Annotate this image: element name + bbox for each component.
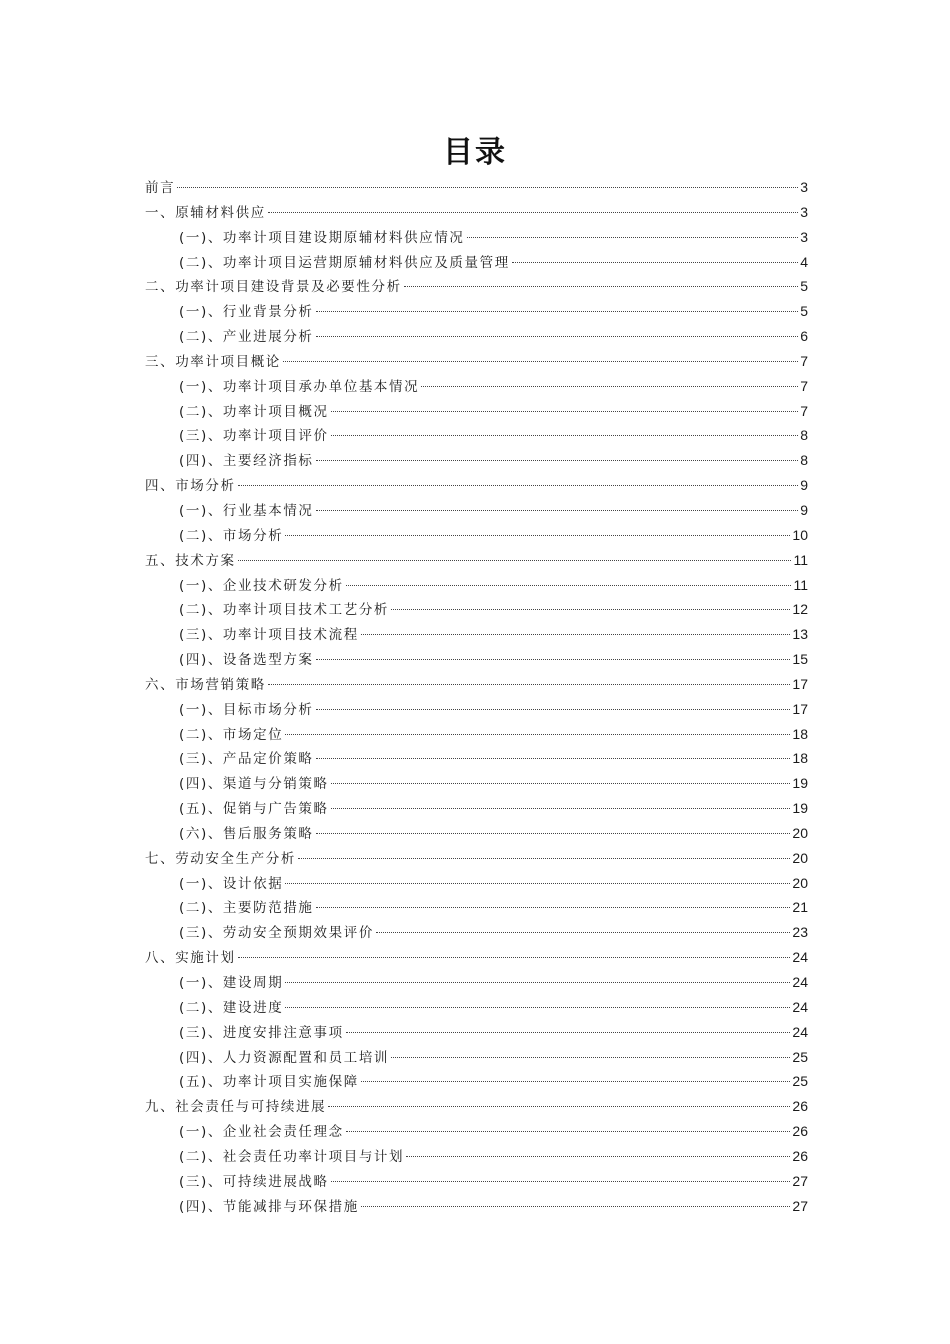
toc-page-number: 18 xyxy=(792,750,808,767)
toc-subentry[interactable] xyxy=(145,647,808,672)
toc-page-number: 20 xyxy=(792,824,808,841)
toc-entry[interactable] xyxy=(145,1094,808,1119)
toc-entry-label: (五)、功率计项目实施保障 xyxy=(179,1074,359,1091)
toc-subentry[interactable] xyxy=(145,448,808,473)
dot-leader xyxy=(467,237,799,238)
toc-page-number: 24 xyxy=(792,998,808,1015)
toc-entry-label: (三)、功率计项目评价 xyxy=(179,428,329,445)
dot-leader xyxy=(238,560,792,561)
toc-entry-label: (一)、设计依据 xyxy=(179,875,284,892)
toc-entry-label: 三、功率计项目概论 xyxy=(145,353,281,370)
dot-leader xyxy=(177,187,798,188)
dot-leader xyxy=(238,485,799,486)
toc-entry-label: (三)、进度安排注意事项 xyxy=(179,1024,344,1041)
toc-entry-label: 八、实施计划 xyxy=(145,950,236,967)
toc-subentry[interactable] xyxy=(145,299,808,324)
dot-leader xyxy=(376,932,790,933)
toc-entry-label: 前言 xyxy=(145,180,176,196)
dot-leader xyxy=(316,336,799,337)
toc-page-number: 19 xyxy=(792,775,808,792)
toc-page-number: 10 xyxy=(792,526,808,543)
toc-page-number: 9 xyxy=(800,477,808,494)
toc-entry-label: (一)、功率计项目承办单位基本情况 xyxy=(179,378,420,395)
toc-entry-label: (二)、功率计项目概况 xyxy=(179,403,329,420)
toc-subentry[interactable] xyxy=(145,1144,808,1169)
toc-subentry[interactable] xyxy=(145,1119,808,1144)
toc-entry-label: (三)、功率计项目技术流程 xyxy=(179,627,359,644)
toc-page-number: 20 xyxy=(792,849,808,866)
toc-subentry[interactable] xyxy=(145,225,808,250)
toc-entry[interactable] xyxy=(145,945,808,970)
toc-page-number: 11 xyxy=(793,551,808,568)
dot-leader xyxy=(316,311,799,312)
toc-entry-label: (一)、企业社会责任理念 xyxy=(179,1124,344,1141)
toc-subentry[interactable] xyxy=(145,523,808,548)
toc-page-number: 25 xyxy=(792,1048,808,1065)
dot-leader xyxy=(328,1106,790,1107)
toc-subentry[interactable] xyxy=(145,622,808,647)
toc-subentry[interactable] xyxy=(145,399,808,424)
dot-leader xyxy=(361,1206,791,1207)
toc-entry-label: (三)、劳动安全预期效果评价 xyxy=(179,925,374,942)
toc-page-number: 9 xyxy=(800,501,808,518)
toc-entry-label: 六、市场营销策略 xyxy=(145,676,266,693)
toc-page-number: 27 xyxy=(792,1172,808,1189)
toc-entry-label: 七、劳动安全生产分析 xyxy=(145,850,296,867)
toc-subentry[interactable] xyxy=(145,771,808,796)
toc-page-number: 3 xyxy=(800,179,808,195)
toc-entry-label: 一、原辅材料供应 xyxy=(145,204,266,221)
dot-leader xyxy=(331,808,791,809)
toc-entry[interactable] xyxy=(145,846,808,871)
dot-leader xyxy=(316,907,791,908)
toc-entry[interactable] xyxy=(145,274,808,299)
toc-entry-label: (四)、节能减排与环保措施 xyxy=(179,1198,359,1215)
toc-subentry[interactable] xyxy=(145,1194,808,1219)
dot-leader xyxy=(316,758,791,759)
toc-title: 目录 xyxy=(443,135,507,170)
dot-leader xyxy=(404,286,799,287)
dot-leader xyxy=(406,1156,790,1157)
toc-page-number: 27 xyxy=(792,1197,808,1214)
dot-leader xyxy=(512,262,798,263)
toc-page-number: 24 xyxy=(792,1023,808,1040)
toc-page-number: 8 xyxy=(800,452,808,469)
toc-entry-label: 五、技术方案 xyxy=(145,552,236,569)
toc-subentry[interactable] xyxy=(145,920,808,945)
toc-subentry[interactable] xyxy=(145,970,808,995)
dot-leader xyxy=(268,684,791,685)
dot-leader xyxy=(316,659,791,660)
toc-page-number: 13 xyxy=(792,626,808,643)
toc-page-number: 19 xyxy=(792,800,808,817)
toc-entry[interactable] xyxy=(145,473,808,498)
toc-subentry[interactable] xyxy=(145,498,808,523)
toc-subentry[interactable] xyxy=(145,995,808,1020)
toc-entry-label: (二)、社会责任功率计项目与计划 xyxy=(179,1148,405,1165)
dot-leader xyxy=(331,783,791,784)
dot-leader xyxy=(268,212,798,213)
toc-page-number: 6 xyxy=(800,328,808,345)
toc-page-number: 15 xyxy=(792,651,808,668)
toc-subentry[interactable] xyxy=(145,1069,808,1094)
dot-leader xyxy=(316,709,791,710)
toc-page-number: 25 xyxy=(792,1073,808,1090)
toc-entry-label: (三)、可持续进展战略 xyxy=(179,1173,329,1190)
toc-entry-label: (二)、产业进展分析 xyxy=(179,329,314,346)
toc-entry-label: (一)、功率计项目建设期原辅材料供应情况 xyxy=(179,229,465,246)
toc-page-number: 24 xyxy=(792,974,808,990)
toc-entry-label: (二)、市场分析 xyxy=(179,527,284,544)
toc-subentry[interactable] xyxy=(145,697,808,722)
dot-leader xyxy=(361,1081,791,1082)
dot-leader xyxy=(316,460,799,461)
toc-page-number: 26 xyxy=(792,1098,808,1115)
toc-entry-label: 二、功率计项目建设背景及必要性分析 xyxy=(145,279,402,296)
toc-page-number: 4 xyxy=(800,253,808,270)
toc-page-number: 7 xyxy=(800,352,808,369)
toc-entry[interactable] xyxy=(145,349,808,374)
toc-page-number: 8 xyxy=(800,427,808,444)
dot-leader xyxy=(331,1181,791,1182)
toc-entry[interactable] xyxy=(145,175,808,200)
toc-page-number: 7 xyxy=(800,402,808,419)
toc-entry-label: (二)、建设进度 xyxy=(179,999,284,1016)
toc-entry[interactable] xyxy=(145,672,808,697)
toc-entry-label: (四)、渠道与分销策略 xyxy=(179,776,329,793)
toc-page-number: 20 xyxy=(792,874,808,891)
toc-page-number: 26 xyxy=(792,1147,808,1164)
dot-leader xyxy=(331,435,799,436)
toc-subentry[interactable] xyxy=(145,324,808,349)
toc-entry[interactable] xyxy=(145,200,808,225)
toc-subentry[interactable] xyxy=(145,1020,808,1045)
toc-subentry[interactable] xyxy=(145,871,808,896)
dot-leader xyxy=(285,535,790,536)
toc-page-number: 23 xyxy=(792,924,808,941)
toc-subentry[interactable] xyxy=(145,796,808,821)
dot-leader xyxy=(421,386,798,387)
toc-subentry[interactable] xyxy=(145,374,808,399)
toc-page-number: 12 xyxy=(792,601,808,618)
dot-leader xyxy=(285,734,790,735)
toc-page-number: 26 xyxy=(792,1123,808,1140)
toc-subentry[interactable] xyxy=(145,746,808,771)
toc-page-number: 3 xyxy=(800,203,808,220)
dot-leader xyxy=(331,411,799,412)
toc-entry-label: 四、市场分析 xyxy=(145,478,236,495)
dot-leader xyxy=(346,1131,791,1132)
toc-entry-label: (六)、售后服务策略 xyxy=(179,825,314,842)
toc-entry-label: (二)、市场定位 xyxy=(179,726,284,743)
dot-leader xyxy=(316,833,791,834)
toc-entry-label: (一)、建设周期 xyxy=(179,975,284,991)
toc-page-number: 3 xyxy=(800,228,808,245)
toc-entry-label: (五)、促销与广告策略 xyxy=(179,801,329,818)
dot-leader xyxy=(298,858,790,859)
toc-entry-label: (二)、功率计项目技术工艺分析 xyxy=(179,602,390,619)
toc-subentry[interactable] xyxy=(145,250,808,275)
dot-leader xyxy=(285,982,790,983)
dot-leader xyxy=(391,1057,790,1058)
toc-entry-label: (四)、人力资源配置和员工培训 xyxy=(179,1049,390,1066)
toc-page-number: 5 xyxy=(800,278,808,295)
toc-entry-label: (一)、行业基本情况 xyxy=(179,502,314,519)
toc-subentry[interactable] xyxy=(145,821,808,846)
toc-page-number: 18 xyxy=(792,725,808,742)
toc-entry-label: (四)、主要经济指标 xyxy=(179,453,314,470)
toc-entry-label: (一)、企业技术研发分析 xyxy=(179,577,344,594)
toc-subentry[interactable] xyxy=(145,895,808,920)
toc-entry-label: 九、社会责任与可持续进展 xyxy=(145,1099,327,1116)
toc-page-number: 24 xyxy=(792,949,808,966)
toc-page-number: 17 xyxy=(792,675,808,692)
dot-leader xyxy=(238,957,791,958)
dot-leader xyxy=(285,1007,790,1008)
toc-page-number: 21 xyxy=(792,899,808,916)
toc-subentry[interactable] xyxy=(145,423,808,448)
toc-subentry[interactable] xyxy=(145,722,808,747)
dot-leader xyxy=(346,585,792,586)
dot-leader xyxy=(361,634,791,635)
toc-subentry[interactable] xyxy=(145,573,808,598)
toc-subentry[interactable] xyxy=(145,1045,808,1070)
toc-entry-label: (一)、行业背景分析 xyxy=(179,304,314,321)
toc-page-number: 11 xyxy=(793,576,808,593)
dot-leader xyxy=(285,883,790,884)
dot-leader xyxy=(316,510,799,511)
dot-leader xyxy=(283,361,798,362)
table-of-contents xyxy=(145,175,808,1218)
dot-leader xyxy=(391,609,790,610)
dot-leader xyxy=(346,1032,791,1033)
toc-subentry[interactable] xyxy=(145,597,808,622)
toc-entry-label: (四)、设备选型方案 xyxy=(179,652,314,669)
toc-page-number: 17 xyxy=(792,700,808,717)
toc-entry-label: (三)、产品定价策略 xyxy=(179,751,314,768)
toc-page-number: 7 xyxy=(800,377,808,394)
toc-entry-label: (一)、目标市场分析 xyxy=(179,701,314,718)
toc-entry-label: (二)、主要防范措施 xyxy=(179,900,314,917)
toc-entry[interactable] xyxy=(145,548,808,573)
toc-subentry[interactable] xyxy=(145,1169,808,1194)
toc-entry-label: (二)、功率计项目运营期原辅材料供应及质量管理 xyxy=(179,254,510,271)
toc-page-number: 5 xyxy=(800,303,808,320)
